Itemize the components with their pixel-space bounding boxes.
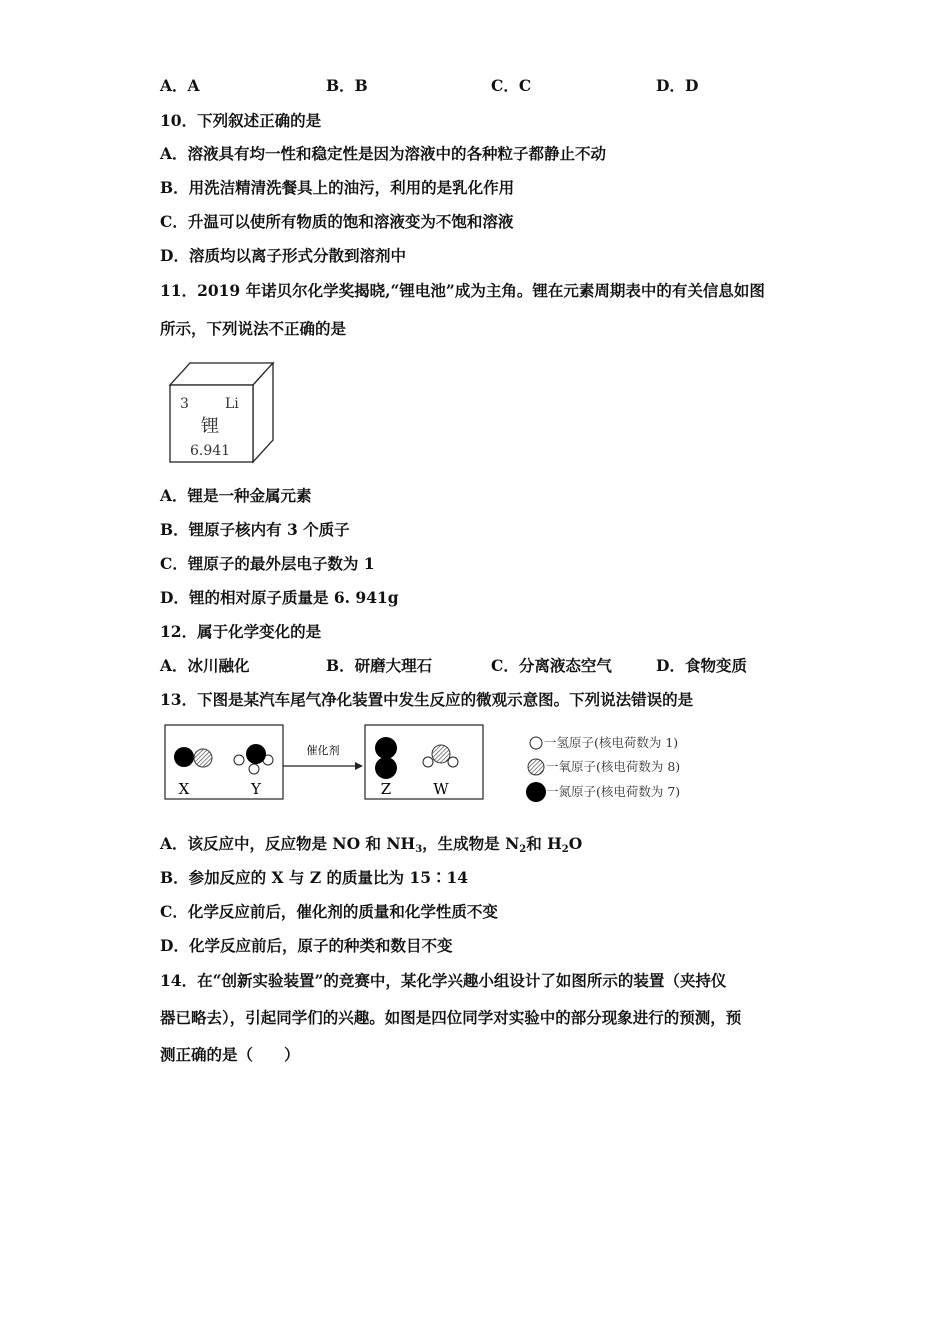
q12-option-a: A．冰川融化 [160,656,250,675]
legend-oxygen-symbol [528,759,544,775]
x-oxygen-atom [194,749,212,767]
q13-option-a: A．该反应中，反应物是 NO 和 $NH_3$，生成物是 $N_2$和 $H_2O$ [160,834,583,855]
q9-option-a: A．A [160,76,200,95]
legend-hydrogen-symbol [530,737,542,749]
y-nitrogen-atom [246,744,266,764]
q10-option-a: A．溶液具有均一性和稳定性是因为溶液中的各种粒子都静止不动 [160,144,607,163]
q14-stem-line3: 测正确的是（ ） [160,1045,300,1064]
element-symbol: Li [225,396,239,412]
q10-option-d: D．溶质均以离子形式分散到溶剂中 [160,246,406,265]
w-hydrogen-atom [448,757,458,767]
q11-option-c: C．锂原子的最外层电子数为 1 [160,554,375,573]
q10-option-b: B．用洗洁精清洗餐具上的油污，利用的是乳化作用 [160,178,515,197]
q12-option-b: B．研磨大理石 [326,656,433,675]
reaction-diagram [160,720,730,808]
y-hydrogen-atom [249,764,259,774]
z-nitrogen-atom [375,757,397,779]
legend-nitrogen: 一氮原子(核电荷数为 7) [546,784,681,799]
legend-oxygen: 一氧原子(核电荷数为 8) [546,759,681,774]
label-y: Y [251,780,261,798]
catalyst-label: 催化剂 [306,744,340,757]
element-atomic-mass: 6.941 [190,443,231,459]
legend-hydrogen: 一氢原子(核电荷数为 1) [544,735,679,750]
q9-option-c: C．C [491,76,532,95]
y-hydrogen-atom [234,755,244,765]
q11-option-b: B．锂原子核内有 3 个质子 [160,520,350,539]
element-card-lithium [165,360,280,468]
q10-stem: 10．下列叙述正确的是 [160,111,322,130]
q11-option-d: D．锂的相对原子质量是 6. 941g [160,588,399,607]
q12-stem: 12．属于化学变化的是 [160,622,322,641]
legend-nitrogen-symbol [526,782,546,802]
q13-stem: 13．下图是某汽车尾气净化装置中发生反应的微观示意图。下列说法错误的是 [160,690,694,709]
q12-option-c: C．分离液态空气 [491,656,612,675]
q13-option-d: D．化学反应前后，原子的种类和数目不变 [160,936,453,955]
x-nitrogen-atom [174,747,194,767]
q14-stem-line1: 14．在“创新实验装置”的竞赛中，某化学兴趣小组设计了如图所示的装置（夹持仪 [160,971,727,990]
arrow-head [355,762,363,770]
q12-option-d: D．食物变质 [656,656,747,675]
element-name: 锂 [201,416,219,437]
label-z: Z [380,780,392,798]
element-atomic-number: 3 [180,396,189,412]
q9-option-d: D．D [656,76,699,95]
w-hydrogen-atom [423,757,433,767]
q13-option-b: B．参加反应的 X 与 Z 的质量比为 15∶14 [160,868,469,887]
q14-stem-line2: 器已略去），引起同学们的兴趣。如图是四位同学对实验中的部分现象进行的预测，预 [160,1008,742,1027]
q11-stem-line1: 11．2019 年诺贝尔化学奖揭晓,“锂电池”成为主角。锂在元素周期表中的有关信息如图 [160,281,765,300]
label-w: W [433,780,449,798]
label-x: X [178,780,190,798]
w-oxygen-atom [432,745,450,763]
z-nitrogen-atom [375,737,397,759]
q11-option-a: A．锂是一种金属元素 [160,486,312,505]
q9-option-b: B．B [326,76,368,95]
q11-stem-line2: 所示，下列说法不正确的是 [160,319,347,338]
q13-option-c: C．化学反应前后，催化剂的质量和化学性质不变 [160,902,498,921]
q10-option-c: C．升温可以使所有物质的饱和溶液变为不饱和溶液 [160,212,514,231]
